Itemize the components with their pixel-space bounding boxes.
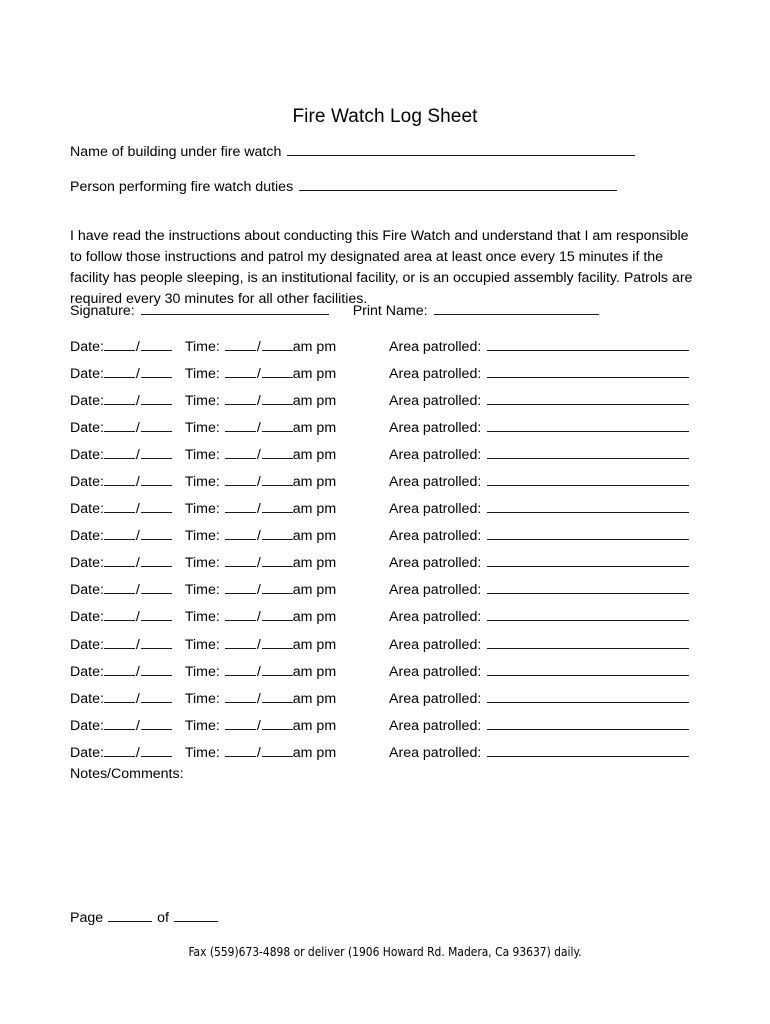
log-area-input[interactable] — [487, 337, 689, 351]
table-row — [70, 635, 700, 662]
log-time-slash: / — [256, 420, 261, 437]
log-date-slash: / — [135, 717, 140, 734]
log-area-input[interactable] — [487, 445, 689, 459]
log-date-label: Date: — [70, 528, 104, 545]
log-row-datetime — [70, 580, 336, 598]
log-ampm-toggle[interactable]: am pm — [292, 663, 337, 680]
log-time-minute-input[interactable] — [262, 635, 293, 649]
table-row — [70, 391, 700, 418]
log-time-slash: / — [256, 474, 261, 491]
log-ampm-toggle[interactable]: am pm — [292, 339, 337, 355]
log-row-datetime — [70, 472, 336, 490]
signature-input[interactable] — [141, 301, 329, 315]
log-ampm-toggle[interactable]: am pm — [292, 690, 337, 707]
log-date-day-input[interactable] — [141, 445, 172, 459]
log-date-label: Date: — [70, 582, 104, 599]
log-area-label: Area patrolled: — [389, 366, 482, 383]
log-row-datetime — [70, 418, 336, 436]
log-time-minute-input[interactable] — [262, 337, 293, 351]
log-time-slash: / — [256, 339, 261, 355]
log-row-area — [389, 526, 689, 544]
log-date-month-input[interactable] — [104, 689, 135, 703]
log-date-slash: / — [135, 528, 140, 545]
log-ampm-toggle[interactable]: am pm — [292, 555, 337, 572]
log-time-hour-input[interactable] — [225, 607, 256, 621]
log-row-area — [389, 553, 689, 571]
log-date-month-input[interactable] — [104, 499, 135, 513]
log-date-day-input[interactable] — [141, 364, 172, 378]
log-date-slash: / — [135, 663, 140, 680]
page-counter-of-label: of — [157, 910, 169, 926]
log-row-area — [389, 364, 689, 382]
log-time-hour-input[interactable] — [225, 391, 256, 405]
signature-label: Signature: — [70, 303, 135, 319]
log-row-area — [389, 689, 689, 707]
log-row-area — [389, 337, 689, 355]
log-time-hour-input[interactable] — [225, 418, 256, 432]
log-area-input[interactable] — [487, 662, 689, 676]
log-area-label: Area patrolled: — [389, 690, 482, 707]
log-row-area — [389, 418, 689, 436]
log-time-hour-input[interactable] — [225, 472, 256, 486]
log-date-slash: / — [135, 609, 140, 626]
log-date-label: Date: — [70, 636, 104, 653]
table-row — [70, 607, 700, 634]
log-time-hour-input[interactable] — [225, 553, 256, 567]
log-time-label: Time: — [184, 393, 220, 410]
log-date-day-input[interactable] — [141, 391, 172, 405]
log-row-area — [389, 635, 689, 653]
log-ampm-toggle[interactable]: am pm — [292, 717, 337, 734]
log-time-hour-input[interactable] — [225, 743, 256, 757]
log-time-slash: / — [256, 555, 261, 572]
log-date-slash: / — [135, 474, 140, 491]
log-time-minute-input[interactable] — [262, 418, 293, 432]
log-time-label: Time: — [184, 690, 220, 707]
log-area-label: Area patrolled: — [389, 717, 482, 734]
log-time-label: Time: — [184, 744, 220, 761]
log-time-hour-input[interactable] — [225, 364, 256, 378]
log-time-label: Time: — [184, 555, 220, 572]
log-area-input[interactable] — [487, 364, 689, 378]
log-area-label: Area patrolled: — [389, 447, 482, 464]
log-time-hour-input[interactable] — [225, 689, 256, 703]
log-time-minute-input[interactable] — [262, 662, 293, 676]
patrol-log-table — [70, 337, 700, 770]
log-date-day-input[interactable] — [141, 580, 172, 594]
log-time-slash: / — [256, 393, 261, 410]
log-time-hour-input[interactable] — [225, 445, 256, 459]
log-ampm-toggle[interactable]: am pm — [292, 744, 337, 761]
field-building-name — [70, 142, 635, 162]
log-row-area — [389, 391, 689, 409]
log-time-label: Time: — [184, 717, 220, 734]
log-ampm-toggle[interactable]: am pm — [292, 393, 337, 410]
log-date-label: Date: — [70, 474, 104, 491]
log-area-input[interactable] — [487, 716, 689, 730]
log-area-label: Area patrolled: — [389, 420, 482, 437]
log-date-month-input[interactable] — [104, 472, 135, 486]
log-date-day-input[interactable] — [141, 337, 172, 351]
log-date-slash: / — [135, 555, 140, 572]
log-time-slash: / — [256, 717, 261, 734]
log-date-label: Date: — [70, 744, 104, 761]
log-time-slash: / — [256, 366, 261, 383]
log-time-minute-input[interactable] — [262, 364, 293, 378]
log-date-slash: / — [135, 447, 140, 464]
log-time-slash: / — [256, 447, 261, 464]
log-time-slash: / — [256, 609, 261, 626]
log-date-slash: / — [135, 366, 140, 383]
log-area-input[interactable] — [487, 580, 689, 594]
log-time-hour-input[interactable] — [225, 716, 256, 730]
log-row-datetime — [70, 662, 336, 680]
signature-line — [70, 301, 599, 321]
log-time-slash: / — [256, 582, 261, 599]
log-area-input[interactable] — [487, 526, 689, 540]
log-date-month-input[interactable] — [104, 716, 135, 730]
acknowledgement-statement: I have read the instructions about conducting this Fire Watch and understand that I am responsible to follow those instructions and patrol my designated area at least once every 15 minutes if the facility has people sleeping, is an institutional facility, or is an occupied assembly facility. Patrols are required every 30 minutes for all other facilities. — [70, 228, 693, 307]
log-time-label: Time: — [184, 609, 220, 626]
log-date-slash: / — [135, 690, 140, 707]
log-area-label: Area patrolled: — [389, 474, 482, 491]
log-date-month-input[interactable] — [104, 607, 135, 621]
log-date-day-input[interactable] — [141, 472, 172, 486]
log-time-minute-input[interactable] — [262, 607, 293, 621]
page-counter — [70, 908, 223, 928]
log-ampm-toggle[interactable]: am pm — [292, 636, 337, 653]
log-row-area — [389, 607, 689, 625]
log-date-day-input[interactable] — [141, 607, 172, 621]
log-date-label: Date: — [70, 366, 104, 383]
log-time-minute-input[interactable] — [262, 499, 293, 513]
table-row — [70, 662, 700, 689]
log-time-minute-input[interactable] — [262, 472, 293, 486]
log-time-label: Time: — [184, 339, 220, 355]
log-area-input[interactable] — [487, 499, 689, 513]
log-time-minute-input[interactable] — [262, 391, 293, 405]
log-date-month-input[interactable] — [104, 364, 135, 378]
log-row-datetime — [70, 716, 336, 734]
log-time-minute-input[interactable] — [262, 743, 293, 757]
log-date-label: Date: — [70, 501, 104, 518]
log-date-month-input[interactable] — [104, 743, 135, 757]
log-time-label: Time: — [184, 663, 220, 680]
log-time-label: Time: — [184, 366, 220, 383]
log-area-input[interactable] — [487, 635, 689, 649]
table-row — [70, 716, 700, 743]
page-total-input[interactable] — [174, 908, 218, 922]
log-row-area — [389, 472, 689, 490]
log-date-label: Date: — [70, 690, 104, 707]
log-time-minute-input[interactable] — [262, 580, 293, 594]
log-date-month-input[interactable] — [104, 391, 135, 405]
log-area-input[interactable] — [487, 418, 689, 432]
log-time-label: Time: — [184, 528, 220, 545]
log-time-slash: / — [256, 501, 261, 518]
log-time-hour-input[interactable] — [225, 580, 256, 594]
log-time-label: Time: — [184, 501, 220, 518]
page-number-input[interactable] — [108, 908, 152, 922]
log-row-area — [389, 499, 689, 517]
print-name-label: Print Name: — [352, 303, 428, 319]
log-row-area — [389, 580, 689, 598]
log-row-area — [389, 662, 689, 680]
log-time-slash: / — [256, 528, 261, 545]
log-row-area — [389, 716, 689, 734]
footer-delivery-instructions: Fax (559)673-4898 or deliver (1906 Howard Rd. Madera, Ca 93637) daily. — [188, 945, 582, 960]
log-area-label: Area patrolled: — [389, 744, 482, 761]
log-time-hour-input[interactable] — [225, 635, 256, 649]
log-row-datetime — [70, 526, 336, 544]
table-row — [70, 418, 700, 445]
log-row-datetime — [70, 635, 336, 653]
log-date-label: Date: — [70, 555, 104, 572]
log-date-day-input[interactable] — [141, 689, 172, 703]
log-date-month-input[interactable] — [104, 553, 135, 567]
log-date-slash: / — [135, 339, 140, 355]
log-date-slash: / — [135, 393, 140, 410]
log-area-input[interactable] — [487, 553, 689, 567]
log-time-minute-input[interactable] — [262, 526, 293, 540]
log-area-label: Area patrolled: — [389, 582, 482, 599]
log-date-day-input[interactable] — [141, 743, 172, 757]
log-date-day-input[interactable] — [141, 635, 172, 649]
log-date-month-input[interactable] — [104, 526, 135, 540]
log-date-slash: / — [135, 744, 140, 761]
table-row — [70, 472, 700, 499]
log-date-day-input[interactable] — [141, 662, 172, 676]
log-time-hour-input[interactable] — [225, 526, 256, 540]
page-title: Fire Watch Log Sheet — [292, 105, 478, 127]
log-area-label: Area patrolled: — [389, 528, 482, 545]
log-time-label: Time: — [184, 474, 220, 491]
log-date-label: Date: — [70, 339, 104, 355]
log-area-input[interactable] — [487, 689, 689, 703]
log-date-label: Date: — [70, 609, 104, 626]
log-time-hour-input[interactable] — [225, 662, 256, 676]
log-time-minute-input[interactable] — [262, 445, 293, 459]
log-ampm-toggle[interactable]: am pm — [292, 582, 337, 599]
log-area-input[interactable] — [487, 472, 689, 486]
log-date-slash: / — [135, 420, 140, 437]
log-area-label: Area patrolled: — [389, 555, 482, 572]
table-row — [70, 580, 700, 607]
table-row — [70, 553, 700, 580]
log-date-slash: / — [135, 582, 140, 599]
log-date-month-input[interactable] — [104, 662, 135, 676]
log-area-label: Area patrolled: — [389, 609, 482, 626]
log-row-datetime — [70, 607, 336, 625]
field-person-name — [70, 177, 617, 197]
log-area-input[interactable] — [487, 607, 689, 621]
table-row — [70, 499, 700, 526]
log-time-label: Time: — [184, 447, 220, 464]
log-date-month-input[interactable] — [104, 337, 135, 351]
log-row-area — [389, 445, 689, 463]
log-time-minute-input[interactable] — [262, 553, 293, 567]
log-time-hour-input[interactable] — [225, 337, 256, 351]
log-row-datetime — [70, 743, 336, 761]
log-time-minute-input[interactable] — [262, 716, 293, 730]
table-row — [70, 337, 700, 364]
log-row-datetime — [70, 499, 336, 517]
log-ampm-toggle[interactable]: am pm — [292, 501, 337, 518]
log-date-label: Date: — [70, 447, 104, 464]
log-ampm-toggle[interactable]: am pm — [292, 420, 337, 437]
field-person-name-input[interactable] — [299, 177, 617, 191]
log-time-slash: / — [256, 636, 261, 653]
log-date-month-input[interactable] — [104, 580, 135, 594]
log-ampm-toggle[interactable]: am pm — [292, 474, 337, 491]
log-ampm-toggle[interactable]: am pm — [292, 609, 337, 626]
table-row — [70, 526, 700, 553]
field-building-name-label: Name of building under fire watch — [70, 144, 282, 160]
log-area-label: Area patrolled: — [389, 636, 482, 653]
log-date-day-input[interactable] — [141, 553, 172, 567]
field-person-name-label: Person performing fire watch duties — [70, 179, 294, 195]
log-date-day-input[interactable] — [141, 526, 172, 540]
log-row-datetime — [70, 553, 336, 571]
log-area-label: Area patrolled: — [389, 393, 482, 410]
log-row-datetime — [70, 364, 336, 382]
log-date-label: Date: — [70, 420, 104, 437]
log-area-label: Area patrolled: — [389, 339, 482, 355]
log-date-label: Date: — [70, 717, 104, 734]
log-ampm-toggle[interactable]: am pm — [292, 366, 337, 383]
log-time-label: Time: — [184, 636, 220, 653]
log-date-day-input[interactable] — [141, 716, 172, 730]
log-date-label: Date: — [70, 663, 104, 680]
log-time-slash: / — [256, 690, 261, 707]
log-area-label: Area patrolled: — [389, 501, 482, 518]
log-row-area — [389, 743, 689, 761]
log-ampm-toggle[interactable]: am pm — [292, 528, 337, 545]
log-date-month-input[interactable] — [104, 445, 135, 459]
log-time-slash: / — [256, 663, 261, 680]
table-row — [70, 689, 700, 716]
log-area-input[interactable] — [487, 743, 689, 757]
field-building-name-input[interactable] — [287, 142, 635, 156]
log-ampm-toggle[interactable]: am pm — [292, 447, 337, 464]
log-time-hour-input[interactable] — [225, 499, 256, 513]
log-date-day-input[interactable] — [141, 418, 172, 432]
table-row — [70, 445, 700, 472]
page-counter-page-label: Page — [70, 910, 104, 926]
print-name-input[interactable] — [434, 301, 599, 315]
log-time-label: Time: — [184, 582, 220, 599]
notes-comments-label: Notes/Comments: — [70, 766, 184, 782]
log-row-datetime — [70, 445, 336, 463]
log-date-slash: / — [135, 501, 140, 518]
log-area-label: Area patrolled: — [389, 663, 482, 680]
log-time-minute-input[interactable] — [262, 689, 293, 703]
log-row-datetime — [70, 391, 336, 409]
log-date-day-input[interactable] — [141, 499, 172, 513]
log-row-datetime — [70, 689, 336, 707]
log-date-month-input[interactable] — [104, 418, 135, 432]
log-date-month-input[interactable] — [104, 635, 135, 649]
log-date-label: Date: — [70, 393, 104, 410]
log-time-label: Time: — [184, 420, 220, 437]
table-row — [70, 364, 700, 391]
log-area-input[interactable] — [487, 391, 689, 405]
log-time-slash: / — [256, 744, 261, 761]
log-date-slash: / — [135, 636, 140, 653]
log-row-datetime — [70, 337, 336, 355]
